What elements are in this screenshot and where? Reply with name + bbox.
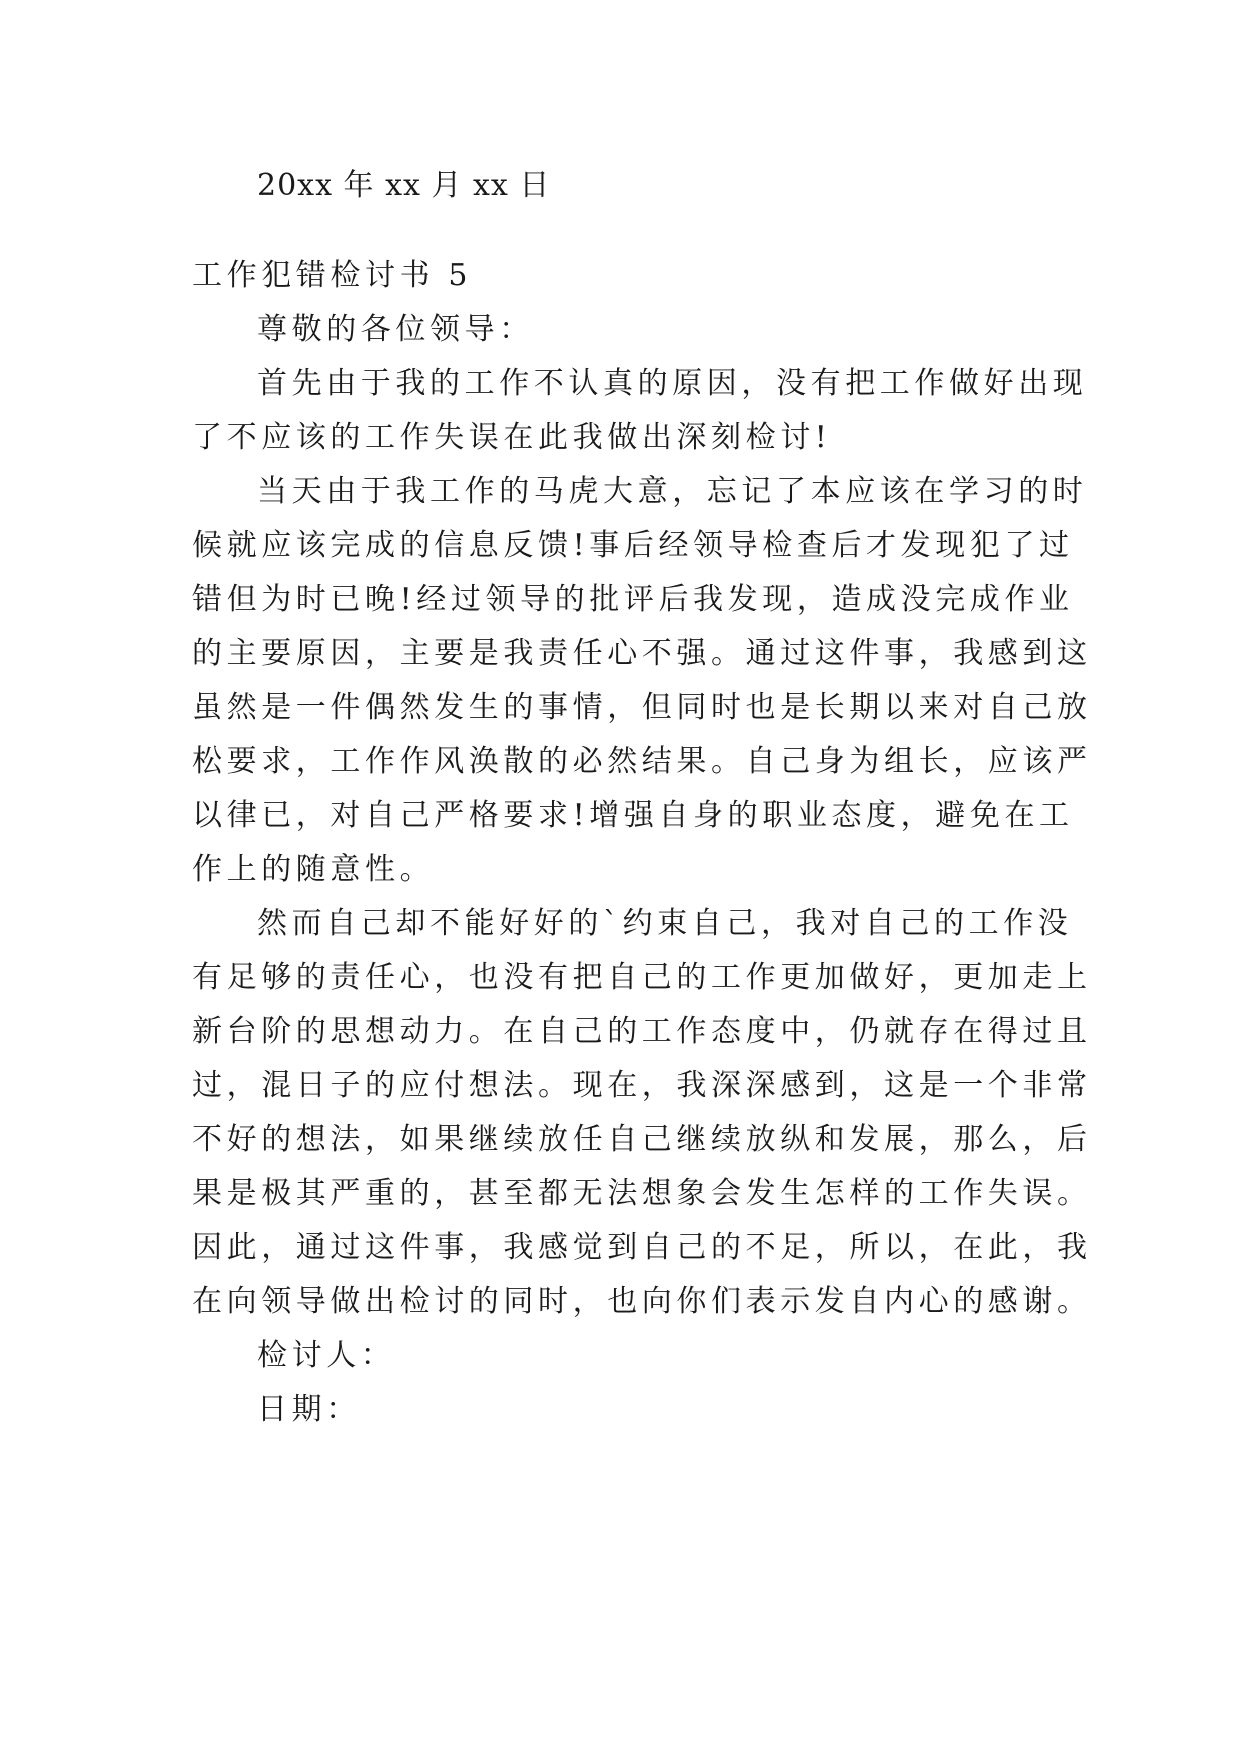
- date-label: 日期：: [257, 1392, 361, 1427]
- paragraph-1-line-1: 首先由于我的工作不认真的原因，没有把工作做好出现: [257, 366, 1088, 401]
- document-title: 工作犯错检讨书 5: [192, 258, 473, 293]
- paragraph-3-line-7: 因此，通过这件事，我感觉到自己的不足，所以，在此，我: [192, 1230, 1092, 1265]
- paragraph-2-line-1: 当天由于我工作的马虎大意，忘记了本应该在学习的时: [257, 474, 1088, 509]
- paragraph-2-line-4: 的主要原因，主要是我责任心不强。通过这件事，我感到这: [192, 636, 1092, 671]
- paragraph-3-line-1: 然而自己却不能好好的`约束自己，我对自己的工作没: [257, 906, 1073, 941]
- paragraph-2-line-7: 以律已，对自己严格要求!增强自身的职业态度，避免在工: [192, 798, 1074, 833]
- date-line: 20xx 年 xx 月 xx 日: [257, 168, 551, 203]
- paragraph-3-line-3: 新台阶的思想动力。在自己的工作态度中，仍就存在得过且: [192, 1014, 1092, 1049]
- signer-label: 检讨人：: [257, 1338, 396, 1373]
- paragraph-3-line-6: 果是极其严重的，甚至都无法想象会发生怎样的工作失误。: [192, 1176, 1092, 1211]
- paragraph-3-line-5: 不好的想法，如果继续放任自己继续放纵和发展，那么，后: [192, 1122, 1092, 1157]
- paragraph-3-line-2: 有足够的责任心，也没有把自己的工作更加做好，更加走上: [192, 960, 1092, 995]
- paragraph-2-line-6: 松要求，工作作风涣散的必然结果。自己身为组长，应该严: [192, 744, 1092, 779]
- salutation: 尊敬的各位领导：: [257, 312, 534, 347]
- paragraph-2-line-8: 作上的随意性。: [192, 852, 435, 887]
- paragraph-2-line-5: 虽然是一件偶然发生的事情，但同时也是长期以来对自己放: [192, 690, 1092, 725]
- paragraph-2-line-2: 候就应该完成的信息反馈!事后经领导检查后才发现犯了过: [192, 528, 1074, 563]
- paragraph-1-line-2: 了不应该的工作失误在此我做出深刻检讨!: [192, 420, 832, 455]
- paragraph-3-line-8: 在向领导做出检讨的同时，也向你们表示发自内心的感谢。: [192, 1284, 1092, 1319]
- paragraph-2-line-3: 错但为时已晚!经过领导的批评后我发现，造成没完成作业: [192, 582, 1074, 617]
- paragraph-3-line-4: 过，混日子的应付想法。现在，我深深感到，这是一个非常: [192, 1068, 1092, 1103]
